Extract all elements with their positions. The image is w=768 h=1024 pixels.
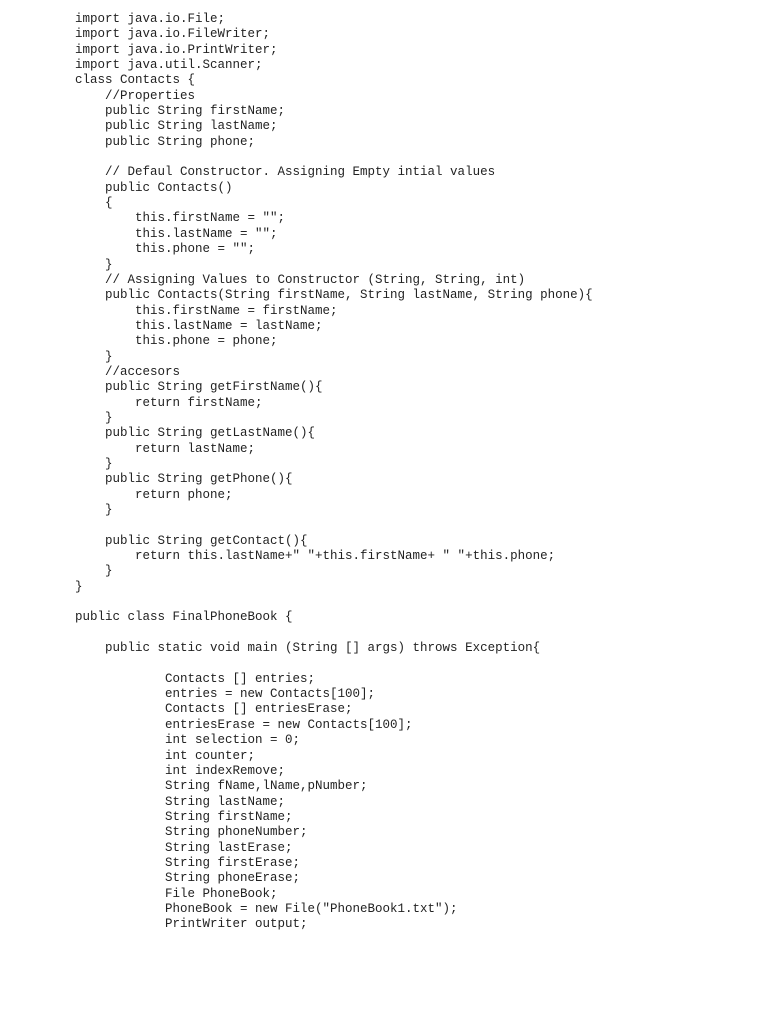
code-line bbox=[75, 656, 755, 671]
code-line: PrintWriter output; bbox=[75, 917, 308, 932]
code-line: } bbox=[75, 579, 83, 594]
code-line: import java.io.FileWriter; bbox=[75, 27, 271, 42]
code-line: } bbox=[75, 257, 113, 272]
code-line: this.lastName = ""; bbox=[75, 226, 278, 241]
code-line: // Assigning Values to Constructor (String, String, int) bbox=[75, 272, 526, 287]
code-line: return lastName; bbox=[75, 441, 256, 456]
code-line: public class FinalPhoneBook { bbox=[75, 610, 293, 625]
code-line: import java.util.Scanner; bbox=[75, 58, 263, 73]
code-line: } bbox=[75, 349, 113, 364]
code-line: String lastErase; bbox=[75, 840, 293, 855]
code-line: public String getLastName(){ bbox=[75, 426, 316, 441]
code-line: this.firstName = ""; bbox=[75, 211, 286, 226]
code-line: //accesors bbox=[75, 364, 181, 379]
code-line: this.phone = ""; bbox=[75, 242, 256, 257]
code-line: public Contacts() bbox=[75, 180, 233, 195]
code-line: String phoneNumber; bbox=[75, 825, 308, 840]
code-line: Contacts [] entriesErase; bbox=[75, 702, 353, 717]
code-line: Contacts [] entries; bbox=[75, 671, 316, 686]
code-line: String lastName; bbox=[75, 794, 286, 809]
code-line: entries = new Contacts[100]; bbox=[75, 687, 376, 702]
code-line: String firstName; bbox=[75, 809, 293, 824]
code-line bbox=[75, 518, 755, 533]
code-line: import java.io.File; bbox=[75, 12, 226, 26]
code-line: public String phone; bbox=[75, 134, 256, 149]
code-line bbox=[75, 626, 755, 641]
code-line: public String getContact(){ bbox=[75, 533, 308, 548]
code-line: { bbox=[75, 196, 113, 211]
code-line: class Contacts { bbox=[75, 73, 196, 88]
code-line: } bbox=[75, 564, 113, 579]
code-line: public String lastName; bbox=[75, 119, 278, 134]
code-line: int selection = 0; bbox=[75, 733, 301, 748]
code-line: return this.lastName+" "+this.firstName+ " "+this.phone; bbox=[75, 549, 556, 564]
code-line: this.firstName = firstName; bbox=[75, 303, 338, 318]
code-line: int counter; bbox=[75, 748, 256, 763]
code-line: PhoneBook = new File("PhoneBook1.txt"); bbox=[75, 901, 458, 916]
code-document bbox=[75, 12, 755, 933]
code-line: entriesErase = new Contacts[100]; bbox=[75, 717, 413, 732]
code-line: this.lastName = lastName; bbox=[75, 318, 323, 333]
code-line: } bbox=[75, 503, 113, 517]
code-line: // Defaul Constructor. Assigning Empty intial values bbox=[75, 165, 496, 180]
code-line: this.phone = phone; bbox=[75, 334, 278, 349]
code-line: } bbox=[75, 410, 113, 425]
code-line: File PhoneBook; bbox=[75, 886, 278, 901]
code-line: return phone; bbox=[75, 487, 233, 502]
code-line: public static void main (String [] args) throws Exception{ bbox=[75, 641, 541, 656]
code-line: public String firstName; bbox=[75, 104, 286, 119]
code-line: int indexRemove; bbox=[75, 763, 286, 778]
code-line: String firstErase; bbox=[75, 855, 301, 870]
code-line bbox=[75, 595, 755, 610]
code-line: return firstName; bbox=[75, 395, 263, 410]
code-line: public String getFirstName(){ bbox=[75, 380, 323, 395]
code-line: String fName,lName,pNumber; bbox=[75, 779, 368, 794]
code-line: public String getPhone(){ bbox=[75, 472, 293, 487]
code-line: //Properties bbox=[75, 88, 196, 103]
code-line: String phoneErase; bbox=[75, 871, 301, 886]
code-line: import java.io.PrintWriter; bbox=[75, 42, 278, 57]
code-line: } bbox=[75, 456, 113, 471]
code-line: public Contacts(String firstName, String lastName, String phone){ bbox=[75, 288, 593, 303]
code-line bbox=[75, 150, 755, 165]
